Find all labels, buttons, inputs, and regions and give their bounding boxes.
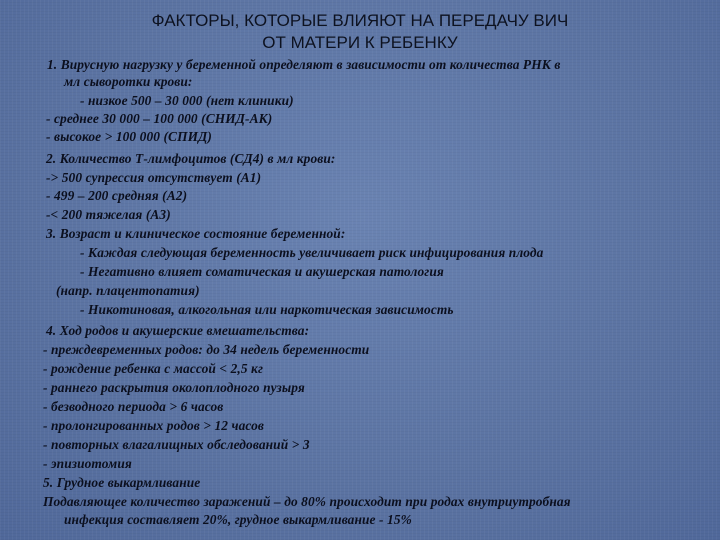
birth-low-weight: - рождение ребенка с массой < 2,5 кг <box>43 361 263 376</box>
cd4-under-200: -< 200 тяжелая (А3) <box>46 207 171 222</box>
viral-load-medium: - среднее 30 000 – 100 000 (СНИД-АК) <box>46 111 273 126</box>
summary-line-1: Подавляющее количество заражений – до 80% происходит при родах внутриутробная <box>43 494 571 509</box>
viral-load-low: - низкое 500 – 30 000 (нет клиники) <box>80 93 294 108</box>
factor-repeat-pregnancy: - Каждая следующая беременность увеличивает риск инфицирования плода <box>80 245 544 260</box>
birth-early-rupture: - раннего раскрытия околоплодного пузыря <box>43 380 305 395</box>
item-1-heading-cont: мл сыворотки крови: <box>64 74 193 89</box>
birth-anhydrous-period: - безводного периода > 6 часов <box>43 399 224 414</box>
item-2-heading: 2. Количество Т-лимфоцитов (СД4) в мл крови: <box>46 151 336 166</box>
cd4-over-500: -> 500 супрессия отсутствует (А1) <box>46 170 262 185</box>
birth-premature: - преждевременных родов: до 34 недель беременности <box>43 342 370 357</box>
title-line-2: ОТ МАТЕРИ К РЕБЕНКУ <box>262 33 458 52</box>
viral-load-high: - высокое > 100 000 (СПИД) <box>46 129 212 144</box>
factor-pathology-example: (напр. плацентопатия) <box>56 283 200 298</box>
summary-line-2: инфекция составляет 20%, грудное выкармливание - 15% <box>64 512 412 527</box>
birth-prolonged: - пролонгированных родов > 12 часов <box>43 418 264 433</box>
item-4-heading: 4. Ход родов и акушерские вмешательства: <box>46 323 310 338</box>
item-3-heading: 3. Возраст и клиническое состояние беременной: <box>46 226 346 241</box>
factor-addiction: - Никотиновая, алкогольная или наркотическая зависимость <box>80 302 454 317</box>
slide-title <box>0 10 720 54</box>
title-line-1: ФАКТОРЫ, КОТОРЫЕ ВЛИЯЮТ НА ПЕРЕДАЧУ ВИЧ <box>151 11 569 30</box>
cd4-200-499: - 499 – 200 средняя (А2) <box>46 188 188 203</box>
item-5-heading: 5. Грудное выкармливание <box>43 475 201 490</box>
factor-pathology: - Негативно влияет соматическая и акушерская патология <box>80 264 444 279</box>
birth-episiotomy: - эпизиотомия <box>43 456 132 471</box>
item-1-heading: 1. Вирусную нагрузку у беременной определяют в зависимости от количества РНК в <box>47 57 561 72</box>
birth-vaginal-exams: - повторных влагалищных обследований > 3 <box>43 437 310 452</box>
